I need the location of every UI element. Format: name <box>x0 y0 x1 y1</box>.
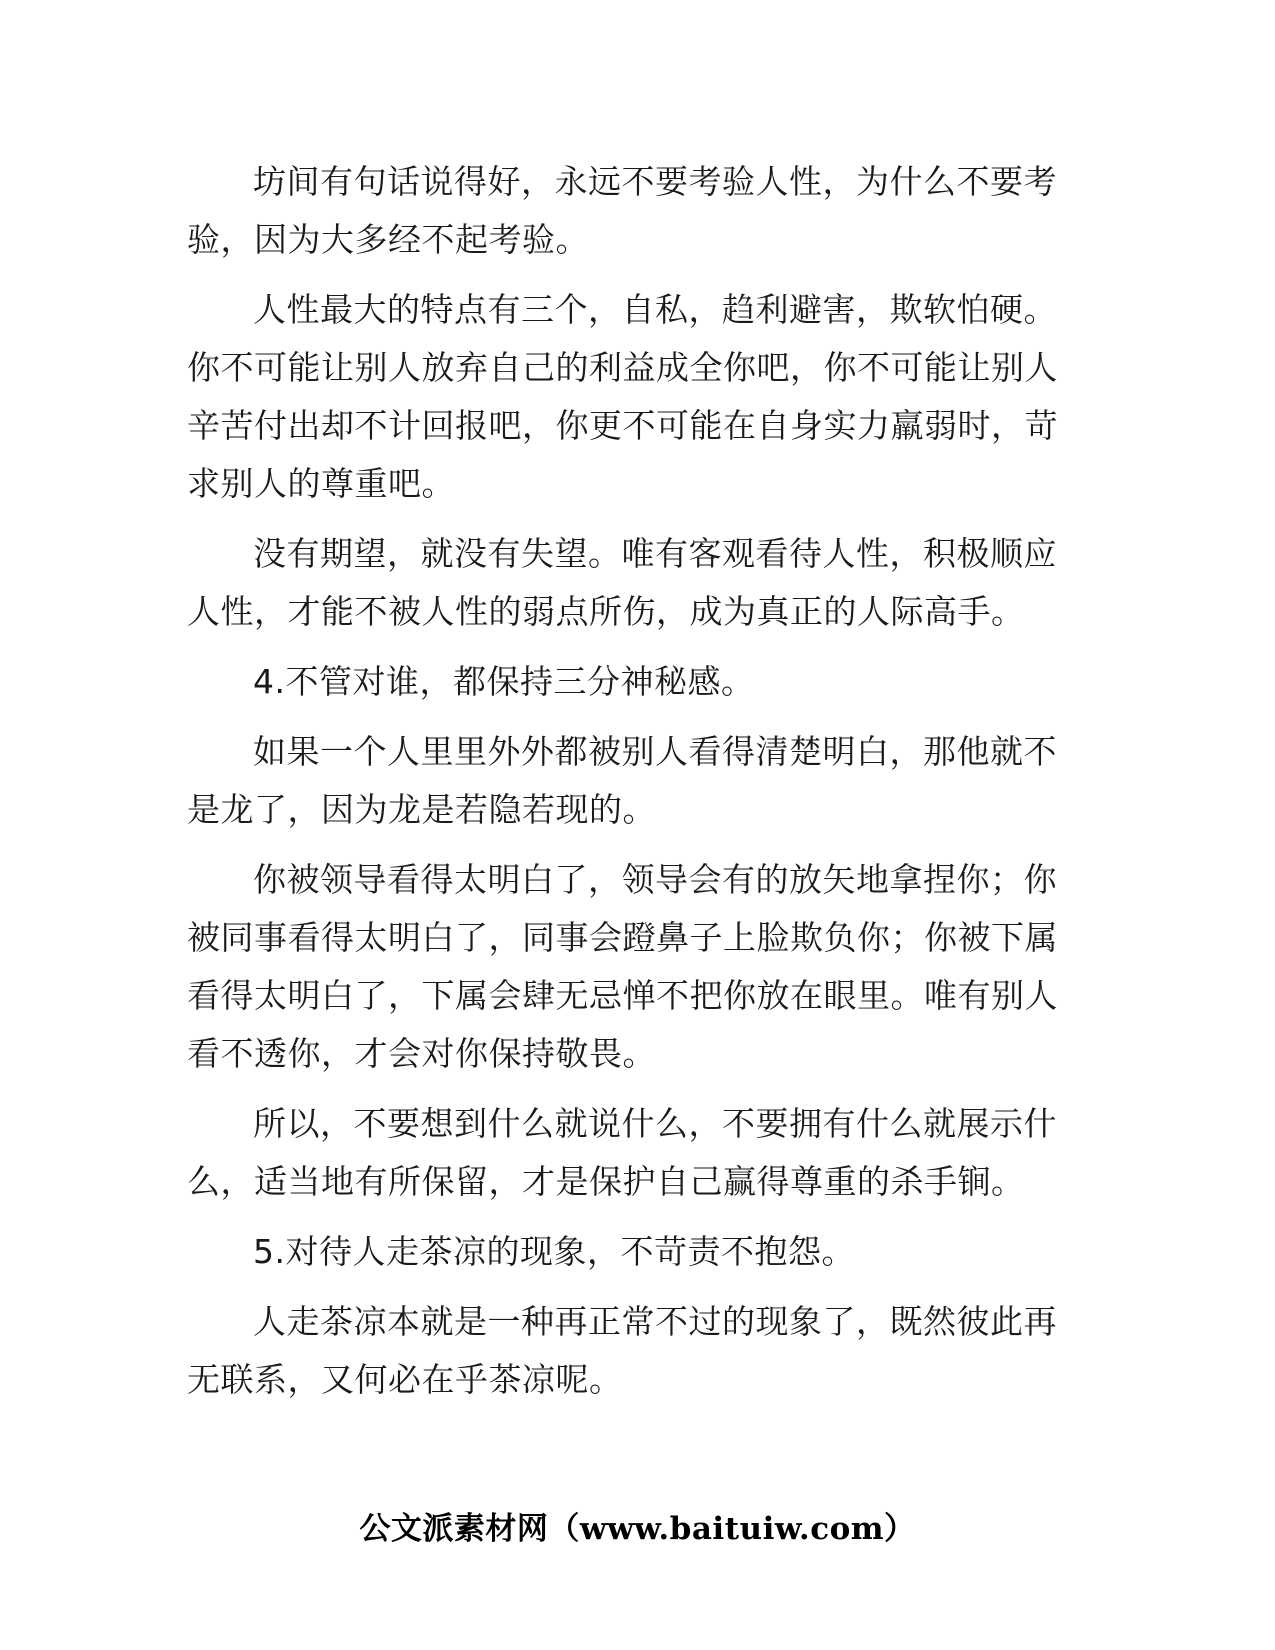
section-heading-5: 5.对待人走茶凉的现象，不苛责不抱怨。 <box>253 1232 855 1271</box>
paragraph-1: 坊间有句话说得好，永远不要考验人性，为什么不要考验，因为大多经不起考验。 <box>187 162 1057 259</box>
paragraph-3: 没有期望，就没有失望。唯有客观看待人性，积极顺应人性，才能不被人性的弱点所伤，成为真正的人际高手。 <box>187 534 1057 631</box>
section-heading-4: 4.不管对谁，都保持三分神秘感。 <box>253 662 755 701</box>
document-body <box>187 153 1087 1421</box>
paragraph-2: 人性最大的特点有三个，自私，趋利避害，欺软怕硬。你不可能让别人放弃自己的利益成全你吧，你不可能让别人辛苦付出却不计回报吧，你更不可能在自身实力羸弱时，苛求别人的尊重吧。 <box>187 290 1058 503</box>
paragraph-9: 人走茶凉本就是一种再正常不过的现象了，既然彼此再无联系，又何必在乎茶凉呢。 <box>187 1302 1057 1399</box>
paragraph-7: 所以，不要想到什么就说什么，不要拥有什么就展示什么，适当地有所保留，才是保护自己赢得尊重的杀手锏。 <box>187 1104 1057 1201</box>
page-footer-watermark: 公文派素材网（www.baituiw.com） <box>359 1511 916 1547</box>
paragraph-5: 如果一个人里里外外都被别人看得清楚明白，那他就不是龙了，因为龙是若隐若现的。 <box>187 732 1057 829</box>
paragraph-6: 你被领导看得太明白了，领导会有的放矢地拿捏你；你被同事看得太明白了，同事会蹬鼻子上脸欺负你；你被下属看得太明白了，下属会肆无忌惮不把你放在眼里。唯有别人看不透你，才会对你保持敬畏。 <box>187 860 1058 1073</box>
